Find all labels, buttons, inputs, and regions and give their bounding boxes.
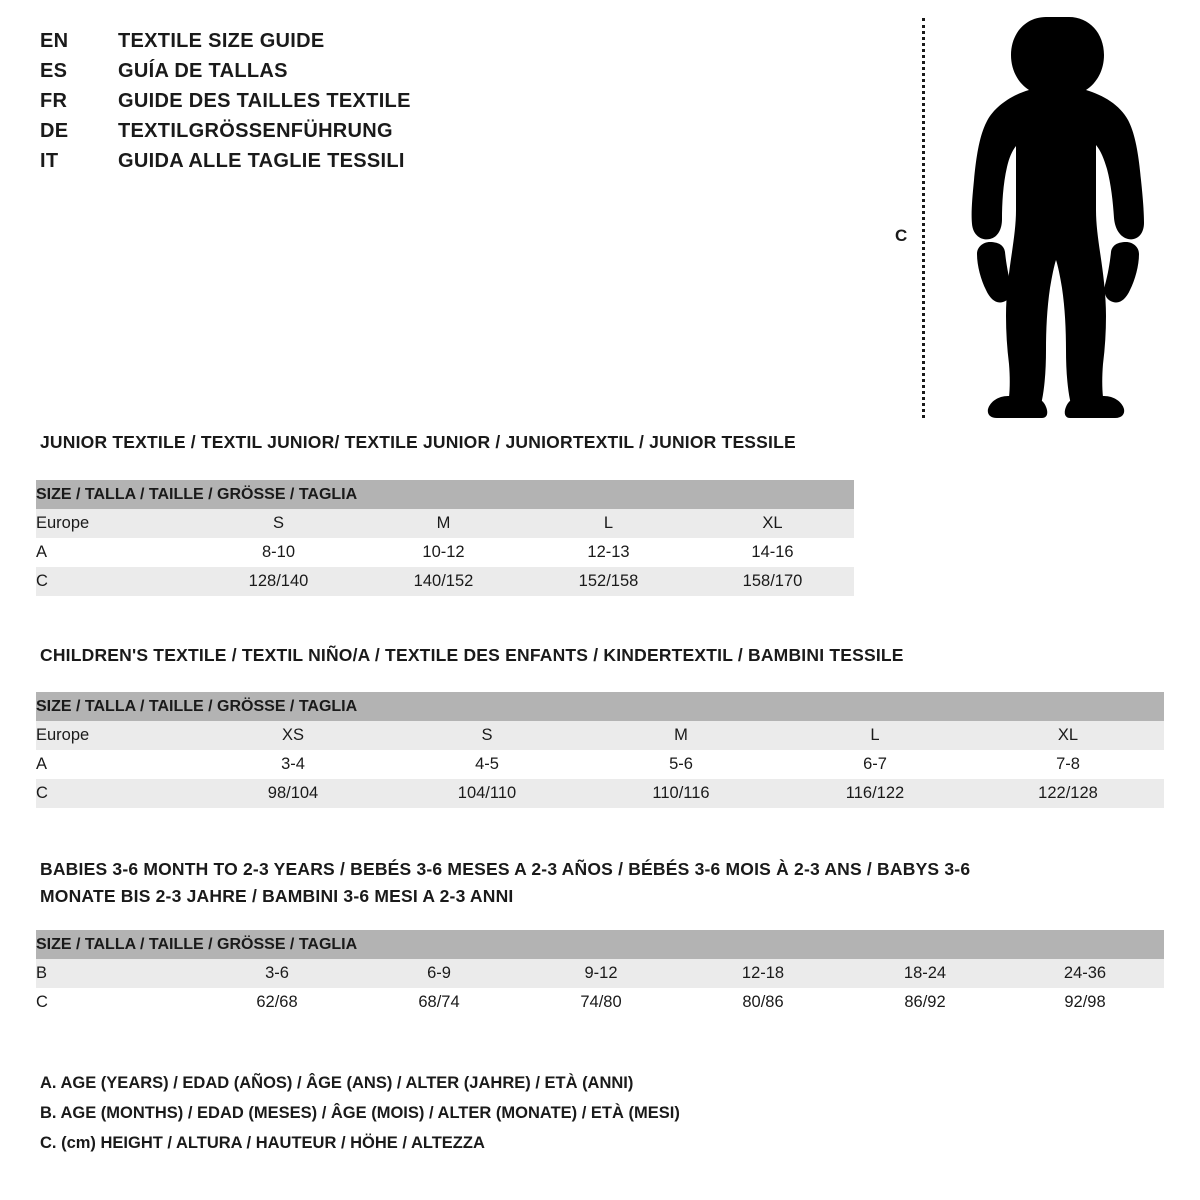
cell-value: S [390, 721, 584, 750]
cell-value: 98/104 [196, 779, 390, 808]
cell-value: 62/68 [196, 988, 358, 1017]
cell-value: 92/98 [1006, 988, 1164, 1017]
row-label: C [36, 988, 196, 1017]
language-code: EN [40, 30, 69, 52]
table-row [36, 721, 1164, 750]
language-title: GUIDE DES TAILLES TEXTILE [118, 90, 411, 112]
cell-value: M [584, 721, 778, 750]
cell-value: 3-4 [196, 750, 390, 779]
row-label: Europe [36, 721, 196, 750]
row-label: A [36, 750, 196, 779]
junior-size-table [36, 480, 854, 596]
section-title-children: CHILDREN'S TEXTILE / TEXTIL NIÑO/A / TEXTILE DES ENFANTS / KINDERTEXTIL / BAMBINI TESSILE [40, 645, 904, 665]
language-code: ES [40, 60, 68, 82]
table-row [36, 779, 1164, 808]
language-title: GUÍA DE TALLAS [118, 60, 288, 82]
language-title: TEXTILGRÖSSENFÜHRUNG [118, 120, 393, 142]
row-label: Europe [36, 509, 196, 538]
cell-value: L [526, 509, 691, 538]
cell-value: 74/80 [520, 988, 682, 1017]
legend-line-b: B. AGE (MONTHS) / EDAD (MESES) / ÂGE (MOIS) / ALTER (MONATE) / ETÀ (MESI) [40, 1104, 680, 1122]
language-title-list [40, 30, 740, 180]
cell-value: 128/140 [196, 567, 361, 596]
cell-value: 104/110 [390, 779, 584, 808]
height-measure-figure [895, 8, 1145, 418]
cell-value: 152/158 [526, 567, 691, 596]
cell-value: 18-24 [844, 959, 1006, 988]
language-row [40, 30, 740, 60]
cell-value: S [196, 509, 361, 538]
row-label: A [36, 538, 196, 567]
cell-value: 6-9 [358, 959, 520, 988]
table-row [36, 988, 1164, 1017]
table-row [36, 750, 1164, 779]
language-row [40, 90, 740, 120]
measure-label-c: C [895, 226, 908, 245]
cell-value: 4-5 [390, 750, 584, 779]
cell-value: 12-18 [682, 959, 844, 988]
cell-value: XL [972, 721, 1164, 750]
cell-value: 122/128 [972, 779, 1164, 808]
cell-value: 80/86 [682, 988, 844, 1017]
table-header-label: SIZE / TALLA / TAILLE / GRÖSSE / TAGLIA [36, 930, 1164, 959]
cell-value: 3-6 [196, 959, 358, 988]
table-header-row [36, 692, 1164, 721]
cell-value: 110/116 [584, 779, 778, 808]
cell-value: XS [196, 721, 390, 750]
cell-value: 5-6 [584, 750, 778, 779]
row-label: C [36, 567, 196, 596]
child-silhouette-icon [950, 14, 1145, 419]
cell-value: 7-8 [972, 750, 1164, 779]
table-header-row [36, 930, 1164, 959]
table-header-label: SIZE / TALLA / TAILLE / GRÖSSE / TAGLIA [36, 480, 854, 509]
cell-value: 6-7 [778, 750, 972, 779]
table-row [36, 959, 1164, 988]
table-header-label: SIZE / TALLA / TAILLE / GRÖSSE / TAGLIA [36, 692, 1164, 721]
cell-value: M [361, 509, 526, 538]
language-title: TEXTILE SIZE GUIDE [118, 30, 325, 52]
language-code: FR [40, 90, 68, 112]
language-row [40, 60, 740, 90]
height-dashed-line [922, 18, 925, 418]
language-row [40, 120, 740, 150]
legend-block [40, 1068, 680, 1158]
children-size-table [36, 692, 1164, 808]
table-row [36, 567, 854, 596]
cell-value: 140/152 [361, 567, 526, 596]
cell-value: L [778, 721, 972, 750]
table-header-row [36, 480, 854, 509]
cell-value: 12-13 [526, 538, 691, 567]
section-title-babies: BABIES 3-6 MONTH TO 2-3 YEARS / BEBÉS 3-6 MESES A 2-3 AÑOS / BÉBÉS 3-6 MOIS À 2-3 ANS / BABYS 3-6 MONATE BIS 2-3 JAHRE / BAMBINI 3-6 MESI A 2-3 ANNI [40, 859, 971, 906]
legend-line-c: C. (cm) HEIGHT / ALTURA / HAUTEUR / HÖHE / ALTEZZA [40, 1134, 485, 1152]
legend-line-a: A. AGE (YEARS) / EDAD (AÑOS) / ÂGE (ANS) / ALTER (JAHRE) / ETÀ (ANNI) [40, 1074, 634, 1092]
cell-value: 14-16 [691, 538, 854, 567]
cell-value: XL [691, 509, 854, 538]
cell-value: 86/92 [844, 988, 1006, 1017]
cell-value: 10-12 [361, 538, 526, 567]
language-title: GUIDA ALLE TAGLIE TESSILI [118, 150, 405, 172]
section-title-junior: JUNIOR TEXTILE / TEXTIL JUNIOR/ TEXTILE JUNIOR / JUNIORTEXTIL / JUNIOR TESSILE [40, 432, 796, 452]
table-row [36, 538, 854, 567]
row-label: C [36, 779, 196, 808]
cell-value: 9-12 [520, 959, 682, 988]
cell-value: 8-10 [196, 538, 361, 567]
language-row [40, 150, 740, 180]
cell-value: 24-36 [1006, 959, 1164, 988]
cell-value: 158/170 [691, 567, 854, 596]
language-code: DE [40, 120, 69, 142]
table-row [36, 509, 854, 538]
language-code: IT [40, 150, 59, 172]
cell-value: 116/122 [778, 779, 972, 808]
babies-size-table [36, 930, 1164, 1017]
row-label: B [36, 959, 196, 988]
cell-value: 68/74 [358, 988, 520, 1017]
